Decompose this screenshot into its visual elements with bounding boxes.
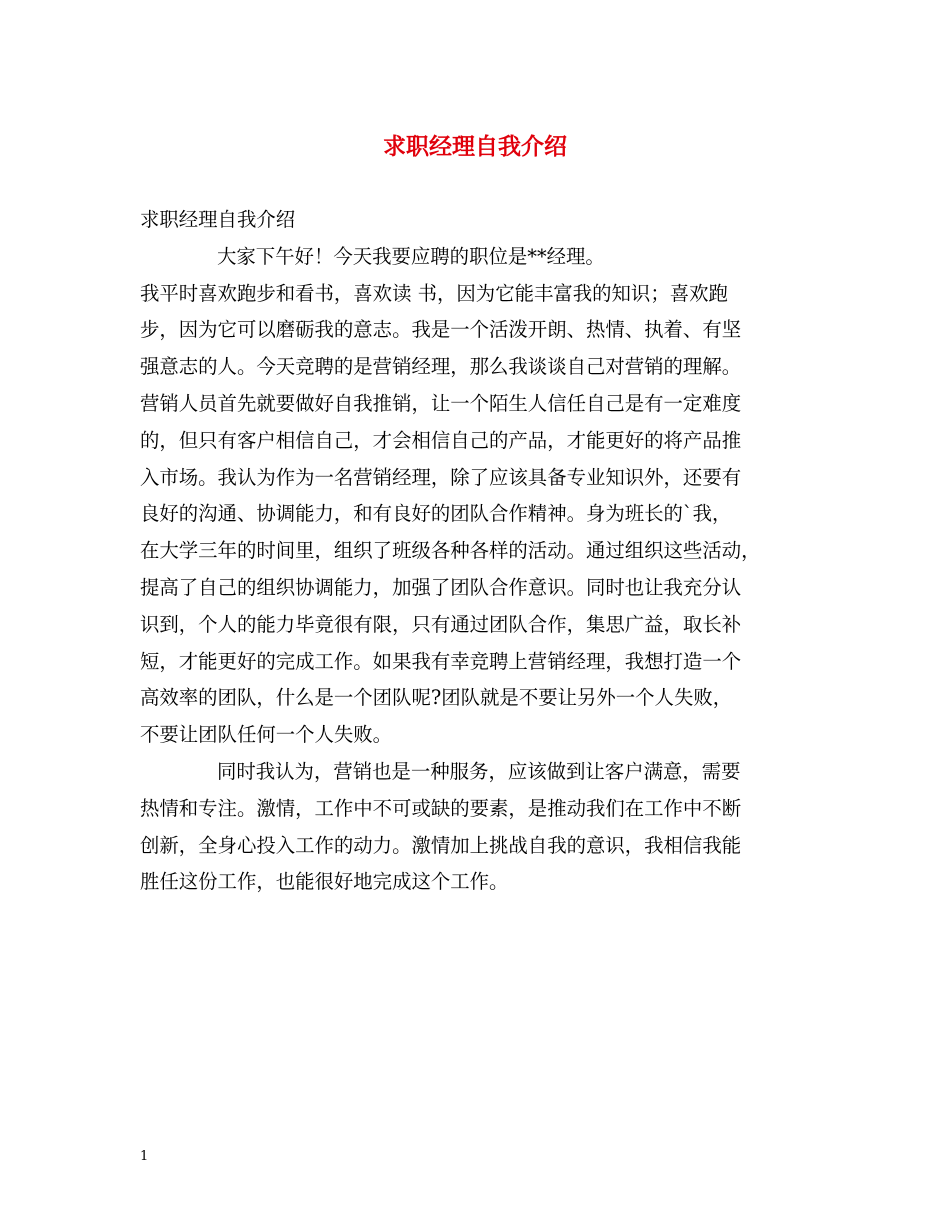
body-line: 热情和专注。激情，工作中不可或缺的要素，是推动我们在工作中不断 (140, 796, 742, 820)
body-line: 不要让团队任何一个人失败。 (140, 723, 393, 747)
body-line: 入市场。我认为作为一名营销经理，除了应该具备专业知识外，还要有 (140, 465, 742, 489)
body-line: 的，但只有客户相信自己，才会相信自己的产品，才能更好的将产品推 (140, 428, 742, 452)
page-title: 求职经理自我介绍 (383, 133, 567, 160)
body-line: 大家下午好！今天我要应聘的职位是**经理。 (217, 244, 605, 268)
body-line: 在大学三年的时间里，组织了班级各种各样的活动。通过组织这些活动， (140, 539, 761, 563)
body-line: 我平时喜欢跑步和看书，喜欢读 书，因为它能丰富我的知识；喜欢跑 (140, 281, 728, 305)
body-line: 强意志的人。今天竞聘的是营销经理，那么我谈谈自己对营销的理解。 (140, 355, 742, 379)
page-number: 1 (140, 1149, 149, 1164)
body-line: 胜任这份工作，也能很好地完成这个工作。 (140, 870, 509, 894)
body-line: 创新，全身心投入工作的动力。激情加上挑战自我的意识，我相信我能 (140, 833, 742, 857)
body-line: 求职经理自我介绍 (140, 208, 296, 231)
body-line: 高效率的团队，什么是一个团队呢?团队就是不要让另外一个人失败， (140, 686, 733, 710)
body-line: 同时我认为，营销也是一种服务，应该做到让客户满意，需要 (217, 759, 741, 783)
body-line: 步，因为它可以磨砺我的意志。我是一个活泼开朗、热情、执着、有坚 (140, 318, 742, 342)
body-line: 良好的沟通、协调能力，和有良好的团队合作精神。身为班长的`我， (140, 502, 732, 526)
body-line: 提高了自己的组织协调能力，加强了团队合作意识。同时也让我充分认 (140, 575, 742, 599)
body-line: 营销人员首先就要做好自我推销，让一个陌生人信任自己是有一定难度 (140, 391, 742, 415)
body-line: 短，才能更好的完成工作。如果我有幸竞聘上营销经理，我想打造一个 (140, 649, 742, 673)
body-line: 识到，个人的能力毕竟很有限，只有通过团队合作，集思广益，取长补 (140, 612, 742, 636)
document-body (140, 202, 830, 901)
